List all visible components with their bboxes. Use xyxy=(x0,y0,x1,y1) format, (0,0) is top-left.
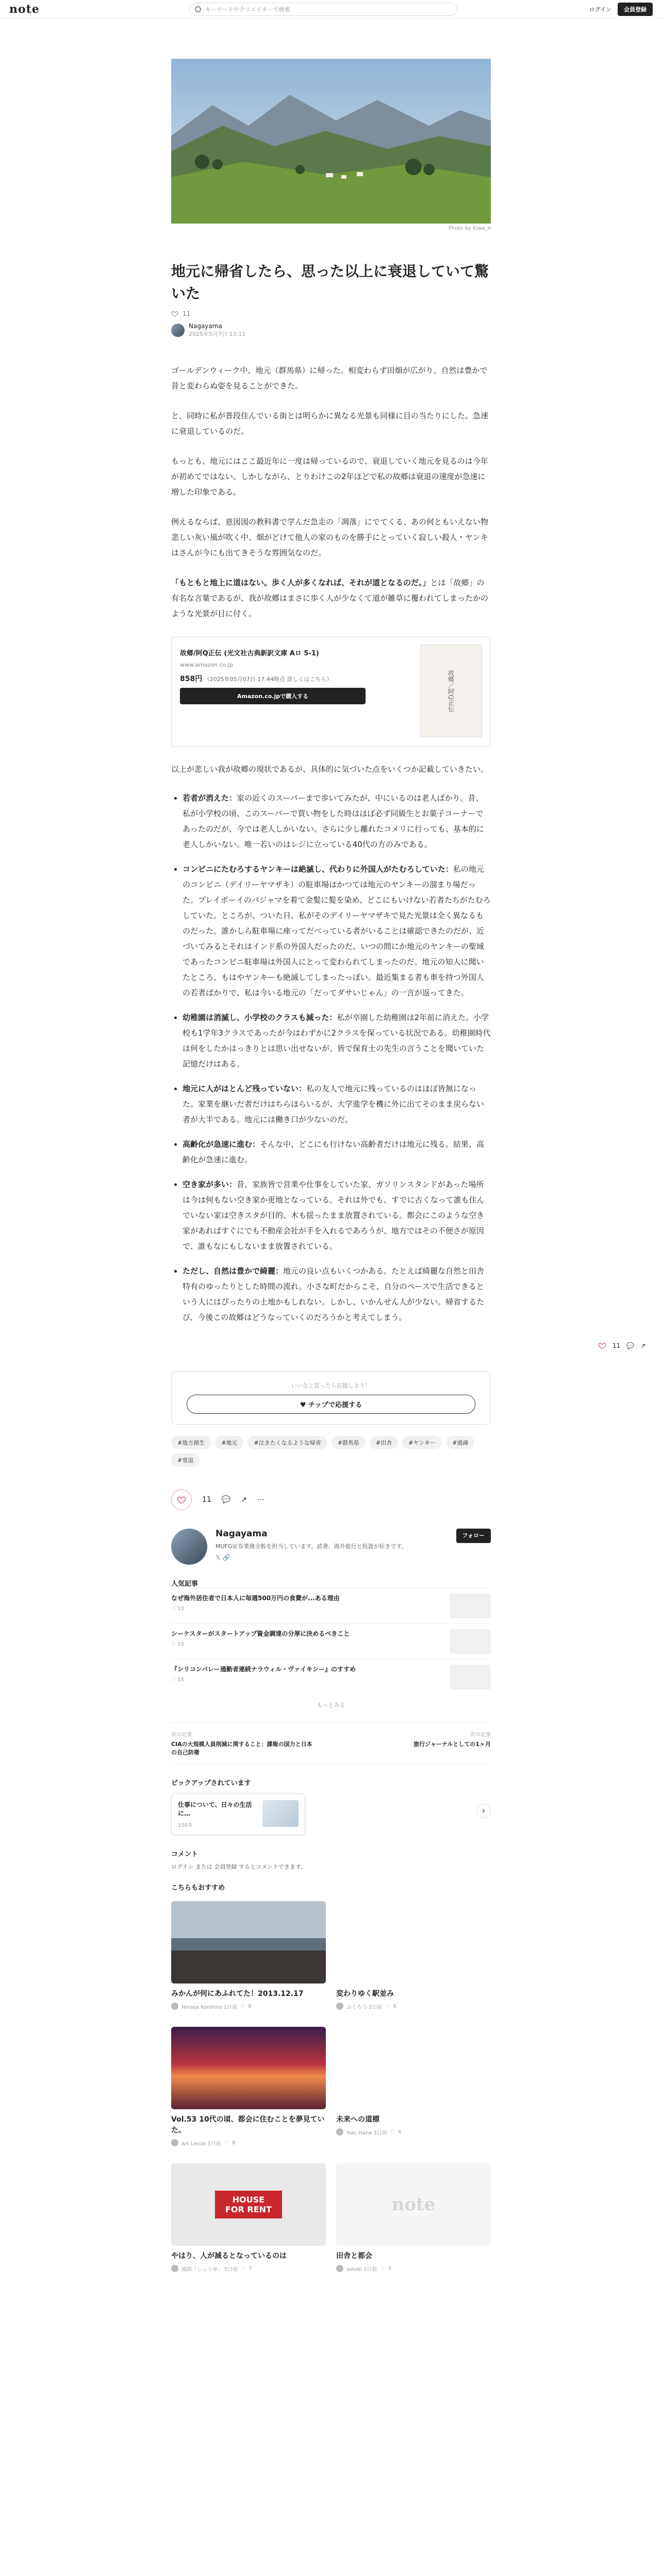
book-price-note: （2025年05月07日 17:44時点 詳しくはこちら） xyxy=(204,675,333,683)
pickup-card-count: 150本 xyxy=(178,1822,193,1828)
more-link[interactable]: もっとみる xyxy=(317,1701,345,1708)
support-box xyxy=(171,1371,491,1425)
card-title: Vol.53 10代の頃、都会に住むことを夢見ていた。 xyxy=(171,2115,325,2134)
heart-icon[interactable] xyxy=(171,310,178,317)
post-date: 2025年5月7日 13:11 xyxy=(189,330,246,337)
item-heading: ただし、自然は豊かで綺麗： xyxy=(183,1266,284,1276)
share-icon[interactable]: ↗ xyxy=(241,1495,247,1504)
tag[interactable]: #地方創生 xyxy=(171,1436,211,1449)
side-like-count: 11 xyxy=(613,1342,621,1349)
card-author: Hinasa Korehiro 1日前 xyxy=(181,2004,238,2010)
chevron-right-icon[interactable]: › xyxy=(476,1804,491,1818)
hero-credit[interactable]: Photo by Kiwa_h xyxy=(448,226,491,231)
comment-icon[interactable]: 💬 xyxy=(626,1342,635,1349)
pickup-thumbnail xyxy=(262,1800,299,1827)
avatar[interactable] xyxy=(171,324,185,337)
popular-item-title: 『シリコンバレー通勤者連続ナラウィル・ヴァイキシー』のすすめ xyxy=(171,1665,356,1673)
like-button[interactable] xyxy=(171,1489,192,1510)
floating-actions xyxy=(598,1342,646,1350)
popular-thumbnail xyxy=(450,1665,491,1689)
mountain-landscape-image xyxy=(171,59,491,224)
item-text: 家の近くのスーパーまで歩いてみたが、中にいるのは老人ばかり。昔、私が小学校の頃、このスーパーで買い物をした時はほぼ必ず同級生とお菓子コーナーであったのだが、今では老人しかいない。さらに少し離れたコメリに行っても、基本的に老人しかいない。唯一若いのはレジに立っている40代の方のみである。 xyxy=(183,793,484,849)
item-text: 私の地元のコンビニ（デイリーヤマザキ）の駐車場はかつては地元のヤンキーの溜まり場だった。プレイボーイのパジャマを着て金髪に髪を染め、どこにもいけない若者たちがたむろしていた。ところが、ついた日、私がそのデイリーヤマザキで見た光景は全く異なるものだった。誰かしら駐車場に座ってだべっている者がいることは確認できたのだが、近づいてみるとそれはインド系の外国人だったのだ。いつの間にか地元のヤンキーの聖域であったコンビニ駐車場は外国人にとって変わられてしまったのだ。地元の知人に聞いたところ、もはやヤンキーも絶滅してしまったっぽい。最近集まる者も車を持つ外国人の若者ばかりで、私は今いる地元の「だってダサいじゃん」の一言が返ってきた。 xyxy=(183,864,491,997)
card-title: 未来への道標 xyxy=(336,2115,379,2124)
tag[interactable]: #地元 xyxy=(215,1436,243,1449)
profile-name[interactable]: Nagayama xyxy=(216,1528,268,1539)
recommend-card[interactable]: 変わりゆく駅並み ふくろう 2日前 ♡ 6 xyxy=(336,1901,491,2010)
recommend-grid xyxy=(171,1901,491,2273)
card-title: 田舎と都会 xyxy=(336,2251,372,2260)
tag[interactable]: #田舎 xyxy=(370,1436,398,1449)
hero-image xyxy=(171,59,491,224)
x-icon[interactable]: 𝕏 xyxy=(216,1554,221,1562)
paragraph: もっとも、地元にはここ最近年に一度は帰っているので、衰退していく地元を見るのは今年が初めてではない。しかしながら、とりわけこの2年ほどで私の故郷は衰退の速度が急速に増した印象である。 xyxy=(171,456,488,497)
card-likes: 6 xyxy=(393,2003,396,2009)
avatar[interactable] xyxy=(171,1529,207,1565)
card-author: ふくろう 2日前 xyxy=(346,2004,383,2010)
card-author: Art Lenzo 1日前 xyxy=(181,2141,221,2147)
item-text: 昔、家族皆で営業や仕事をしていた家、ガソリンスタンドがあった場所は今は何もない空き家か更地となっている。それは外でも、すでに古くなって誰も住んでいない家は空きスタが目的、木も揺ったまま放置されている。都会にこのような空き家があればすぐにでも不動産会社が手を入れるであろうが、地方ではその不便さが原因で、誰もなにもしないまま放置されている。 xyxy=(183,1179,485,1251)
comment-login-text[interactable]: ログイン または 会員登録 するとコメントできます。 xyxy=(171,1863,307,1870)
list-item xyxy=(183,1081,491,1127)
search-icon xyxy=(195,6,201,12)
list-item xyxy=(183,1263,491,1325)
search-placeholder: キーワードやクリエイターで検索 xyxy=(205,6,290,13)
item-text: 地元の良い点もいくつかある。たとえば綺麗な自然と田舎特有のゆったりとした時間の流れ。小さな町だからこそ、自分のペースで生活できるという人にはぴったりの土地かもしれない。しかし、いかんせん人が少ない。帰省するたび、今後この故郷はどうなっていくのだろうかと考えてしまう。 xyxy=(183,1266,485,1322)
support-question: いいなと思ったら応援しよう！ xyxy=(291,1382,371,1389)
beach-thumbnail xyxy=(171,1901,326,1984)
item-heading: 幼稚園は消滅し、小学校のクラスも減った： xyxy=(183,1012,337,1022)
popular-title: 人気記事 xyxy=(171,1580,198,1588)
pickup-title: ピックアップされています xyxy=(171,1779,251,1787)
tip-button-label: チップで応援する xyxy=(308,1401,362,1409)
like-count: 11 xyxy=(183,310,191,317)
signup-button[interactable]: 会員登録 xyxy=(618,3,653,16)
item-heading: 若者が消えた： xyxy=(183,793,237,803)
tag[interactable]: #泣きたくなるような帰省 xyxy=(247,1436,327,1449)
tag[interactable]: #ヤンキー xyxy=(402,1436,442,1449)
next-title: 旅行ジャーナルとしての1ヶ月 xyxy=(413,1740,491,1748)
book-title[interactable]: 故郷/阿Q正伝 (光文社古典新訳文庫 Aロ 5-1) xyxy=(180,649,319,657)
house-for-rent-thumbnail xyxy=(171,2163,326,2246)
paragraph: と、同時に私が普段住んでいる街とは明らかに異なる光景も同様に目の当たりにした。急速に衰退しているのだ。 xyxy=(171,411,489,436)
item-heading: 高齢化が急速に進む： xyxy=(183,1139,260,1149)
book-url: www.amazon.co.jp xyxy=(180,661,233,668)
observation-list xyxy=(171,790,491,1325)
item-heading: 空き家が多い： xyxy=(183,1179,237,1189)
comment-icon[interactable]: 💬 xyxy=(221,1495,231,1504)
comment-title: コメント xyxy=(171,1850,198,1858)
tag[interactable]: #衰退 xyxy=(171,1453,200,1467)
follow-button[interactable]: フォロー xyxy=(456,1529,491,1543)
paragraph: ゴールデンウィーク中、地元（群馬県）に帰った。相変わらず田畑が広がり、自然は豊かで昔と変わらぬ姿を見ることができた。 xyxy=(171,365,488,391)
recommend-card[interactable]: note 田舎と都会 sotoki 1日前 ♡ 3 xyxy=(336,2163,491,2273)
quote-text: 「もともと地上に道はない。歩く人が多くなれば、それが道となるのだ。」 xyxy=(171,578,431,587)
profile-bio: MUFG证券業務全般を担当しています。読書、海外旅行と投資が好きです。 xyxy=(216,1543,407,1550)
amazon-buy-button[interactable]: Amazon.co.jpで購入する xyxy=(180,688,366,704)
amazon-book-card[interactable] xyxy=(171,637,491,747)
tag[interactable]: #過疎 xyxy=(446,1436,474,1449)
popular-thumbnail xyxy=(450,1594,491,1618)
paragraph: 例えるならば、意図図の教科書で学んだ急走の「凋落」にでてくる、あの何ともいえない物悲しい灰い風が吹く中、畑がどけて他人の家のものを勝手にとっていく寂しい殺人・ヤンキはさんが今にも出てきそうな雰囲気なのだ。 xyxy=(171,517,489,557)
search-input[interactable] xyxy=(189,3,457,16)
tip-button[interactable]: ♥ チップで応援する xyxy=(187,1395,475,1414)
list-item[interactable]: シーケスターがスタートアップ資金調達の分厚に決めるべきこと ♡ 10 xyxy=(171,1623,491,1659)
note-logo[interactable]: note xyxy=(9,2,40,16)
more-icon[interactable]: ⋯ xyxy=(257,1495,264,1504)
recommend-card[interactable]: Vol.53 10代の頃、都会に住むことを夢見ていた。 Art Lenzo 1日前 ♡ 8 xyxy=(171,2027,326,2147)
pickup-card[interactable] xyxy=(171,1793,305,1835)
popular-item-likes: 15 xyxy=(177,1676,184,1683)
popular-item-title: シーケスターがスタートアップ資金調達の分厚に決めるべきこと xyxy=(171,1630,350,1637)
author-profile xyxy=(171,1529,491,1565)
popular-item-title: なぜ海外居住者で日本人に毎週500万円の食費が...ある理由 xyxy=(171,1594,340,1602)
next-article-link[interactable] xyxy=(346,1730,491,1756)
item-text: 私が卒園した幼稚園は2年前に消えた。小学校も1学年3クラスであったが今はわずかに2クラスを保っている状況である。幼稚園時代は何をしたかはっきりとは思い出せないが、皆で保育士の先生の言うことを聞いていた記憶だけはある。 xyxy=(183,1012,491,1069)
card-likes: 3 xyxy=(388,2265,391,2272)
tag[interactable]: #群馬県 xyxy=(332,1436,366,1449)
author-name[interactable]: Nagayama xyxy=(189,322,222,330)
item-heading: コンビニにたむろするヤンキーは絶滅し、代わりに外国人がたむろしていた： xyxy=(183,864,453,874)
paragraph xyxy=(171,575,491,621)
share-icon[interactable]: ↗ xyxy=(640,1342,646,1349)
card-author: sotoki 1日前 xyxy=(346,2266,377,2273)
recommend-card[interactable]: みかんが何にあふれてた！2013.12.17 Hinasa Korehiro 1日前 ♡ 9 xyxy=(171,1901,326,2010)
card-likes: 7 xyxy=(249,2265,252,2272)
house-sign: HOUSE FOR RENT xyxy=(215,2191,282,2218)
like-count: 11 xyxy=(202,1495,211,1504)
list-item xyxy=(183,861,491,1001)
card-author: Yuki Hana 3日前 xyxy=(346,2130,387,2136)
prev-article-link[interactable] xyxy=(171,1730,316,1756)
pickup-card-title: 仕事について、日々の生活に… xyxy=(178,1801,252,1817)
recommend-title: こちらもおすすめ xyxy=(171,1884,225,1892)
tag-list xyxy=(171,1436,491,1467)
item-text: そんな中、どこにも行けない高齢者だけは地元に残る。結果、高齢化が急速に進む。 xyxy=(183,1139,485,1164)
list-item xyxy=(183,790,491,852)
card-likes: 9 xyxy=(248,2003,252,2009)
card-author: 風間「しょうゆ」 5日前 xyxy=(181,2266,238,2273)
prev-next-nav xyxy=(171,1722,491,1764)
article-actions xyxy=(171,1489,491,1510)
item-text: 私の友人で地元に残っているのはほぼ皆無になった。家業を継いだ者だけはちらほらいるが、大学進学を機に外に出てそのまま戻らない者が大半である。地元には働き口が少ないのだ。 xyxy=(183,1083,485,1124)
article-title: 地元に帰省したら、思った以上に衰退していて驚いた xyxy=(171,263,489,302)
card-likes: 8 xyxy=(231,2140,236,2146)
prev-title: CIAの大規模人員削減に関すること：諜報の国力と日本の自己防衛 xyxy=(171,1740,312,1756)
login-link[interactable]: ログイン xyxy=(589,6,611,13)
list-item xyxy=(183,1137,491,1167)
top-header xyxy=(0,0,662,19)
quote-follow: とは「故郷」の有名な言葉であるが、我が故郷はまさに歩く人が少なくて道が雑草に覆われてしまったかのような光景が目に付く。 xyxy=(171,578,489,618)
sunset-thumbnail xyxy=(171,2027,326,2109)
popular-item-likes: 13 xyxy=(177,1605,184,1612)
book-cover: 故郷／阿Q正伝 xyxy=(420,645,482,737)
link-icon[interactable]: 🔗 xyxy=(222,1554,230,1562)
card-title: やはり、人が減るとなっているのは xyxy=(171,2251,287,2260)
heart-icon xyxy=(177,1495,186,1504)
book-price: 858円 xyxy=(180,674,203,683)
card-title: 変わりゆく駅並み xyxy=(336,1989,394,1998)
paragraph: 以上が悲しい我が故郷の現状であるが、具体的に気づいた点をいくつか記載していきたい。 xyxy=(171,764,489,774)
card-likes: 4 xyxy=(398,2129,402,2135)
list-item[interactable]: 『シリコンバレー通勤者連続ナラウィル・ヴァイキシー』のすすめ ♡ 15 xyxy=(171,1659,491,1694)
prev-label: 前の記事 xyxy=(171,1732,192,1738)
list-item xyxy=(183,1010,491,1072)
list-item[interactable]: なぜ海外居住者で日本人に毎週500万円の食費が...ある理由 ♡ 13 xyxy=(171,1588,491,1623)
recommend-card[interactable]: HOUSE FOR RENT やはり、人が減るとなっているのは 風間「しょうゆ」 5日前 ♡ 7 xyxy=(171,2163,326,2273)
heart-icon[interactable] xyxy=(598,1342,606,1350)
popular-item-likes: 10 xyxy=(177,1641,184,1647)
item-heading: 地元に人がはとんど残っていない： xyxy=(183,1083,307,1093)
popular-thumbnail xyxy=(450,1629,491,1654)
article-column xyxy=(171,59,491,2273)
list-item xyxy=(183,1177,491,1254)
recommend-card[interactable]: 未来への道標 Yuki Hana 3日前 ♡ 4 xyxy=(336,2027,491,2147)
next-label: 次の記事 xyxy=(470,1732,491,1738)
note-placeholder-thumbnail: note xyxy=(336,2163,491,2246)
card-title: みかんが何にあふれてた！2013.12.17 xyxy=(171,1989,304,1998)
